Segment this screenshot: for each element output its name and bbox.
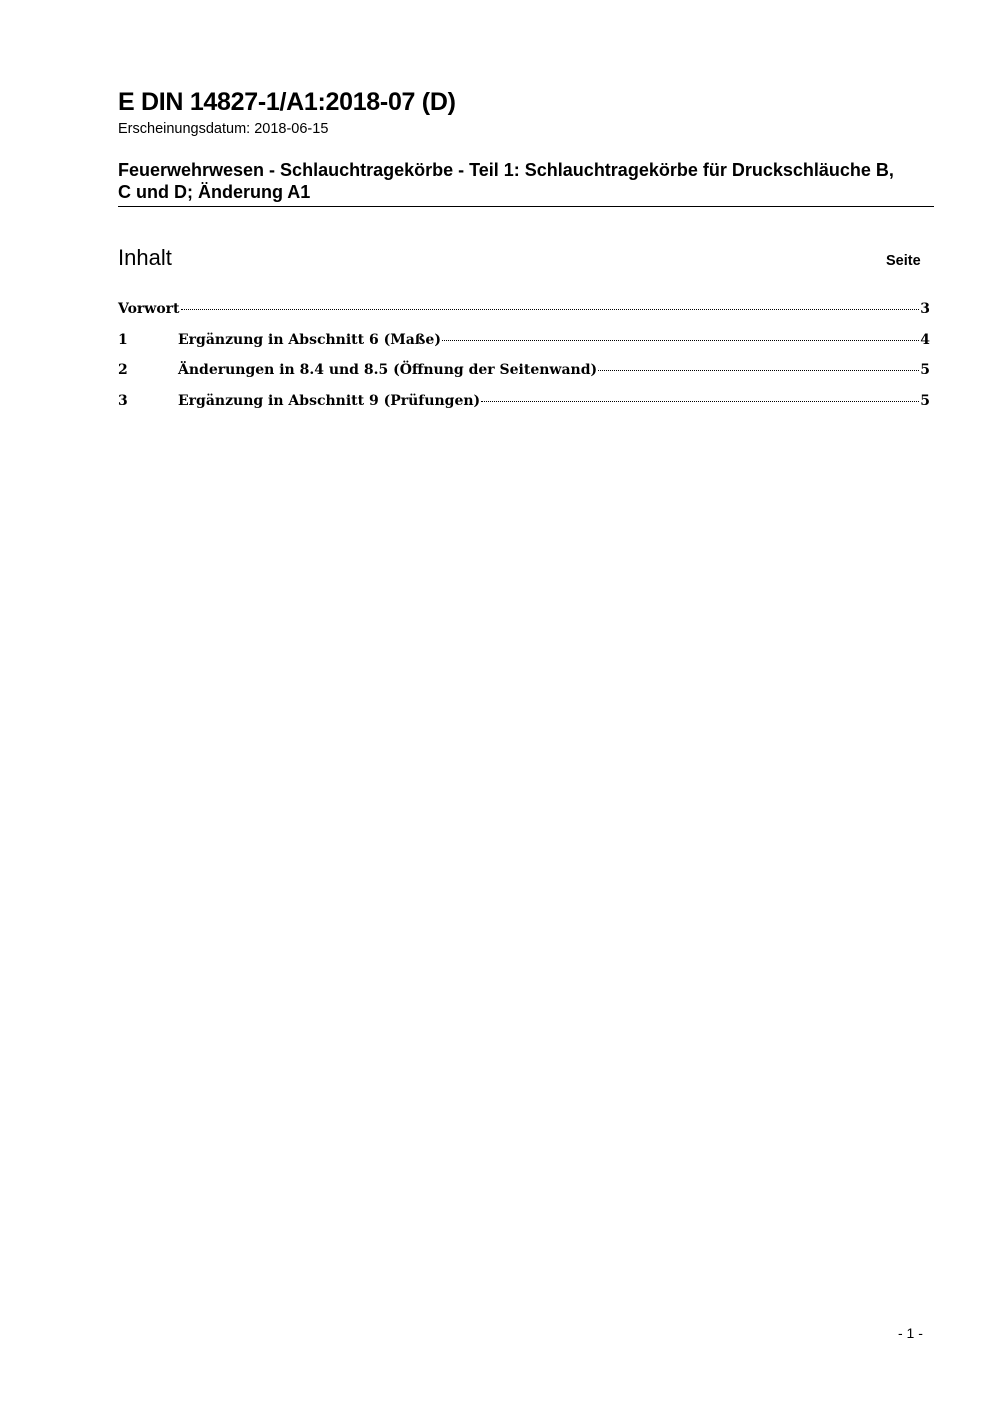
title-divider	[118, 206, 934, 207]
footer-page-number: - 1 -	[898, 1325, 923, 1341]
toc-entry-number: 2	[118, 362, 128, 378]
toc-entry-text: Ergänzung in Abschnitt 9 (Prüfungen)	[178, 392, 481, 409]
toc-entry-page: 4	[920, 331, 930, 348]
toc-entry-text: Vorwort	[118, 301, 180, 317]
toc-dot-leader	[442, 340, 919, 341]
table-of-contents	[118, 301, 930, 423]
toc-entry-page: 3	[920, 301, 930, 317]
toc-entry-number: 3	[118, 392, 128, 409]
toc-dot-leader	[481, 401, 919, 402]
document-id: E DIN 14827-1/A1:2018-07 (D)	[118, 88, 456, 116]
toc-heading: Inhalt	[118, 245, 172, 270]
toc-entry-number: 1	[118, 331, 128, 348]
toc-entry-text: Änderungen in 8.4 und 8.5 (Öffnung der Seitenwand)	[178, 362, 598, 378]
toc-entry-1[interactable]	[118, 332, 930, 363]
document-title: Feuerwehrwesen - Schlauchtragekörbe - Teil 1: Schlauchtragekörbe für Druckschläuche B, C und D; Änderung A1	[118, 160, 894, 202]
publication-date: Erscheinungsdatum: 2018-06-15	[118, 121, 329, 137]
toc-entry-3[interactable]	[118, 393, 930, 424]
toc-entry-text: Ergänzung in Abschnitt 6 (Maße)	[178, 331, 441, 348]
toc-entry-page: 5	[920, 362, 930, 378]
toc-entry-vorwort[interactable]	[118, 301, 930, 332]
toc-dot-leader	[181, 309, 920, 310]
toc-page-column-heading: Seite	[886, 253, 921, 269]
toc-entry-page: 5	[920, 392, 930, 409]
toc-entry-2[interactable]	[118, 362, 930, 393]
toc-dot-leader	[598, 370, 919, 371]
